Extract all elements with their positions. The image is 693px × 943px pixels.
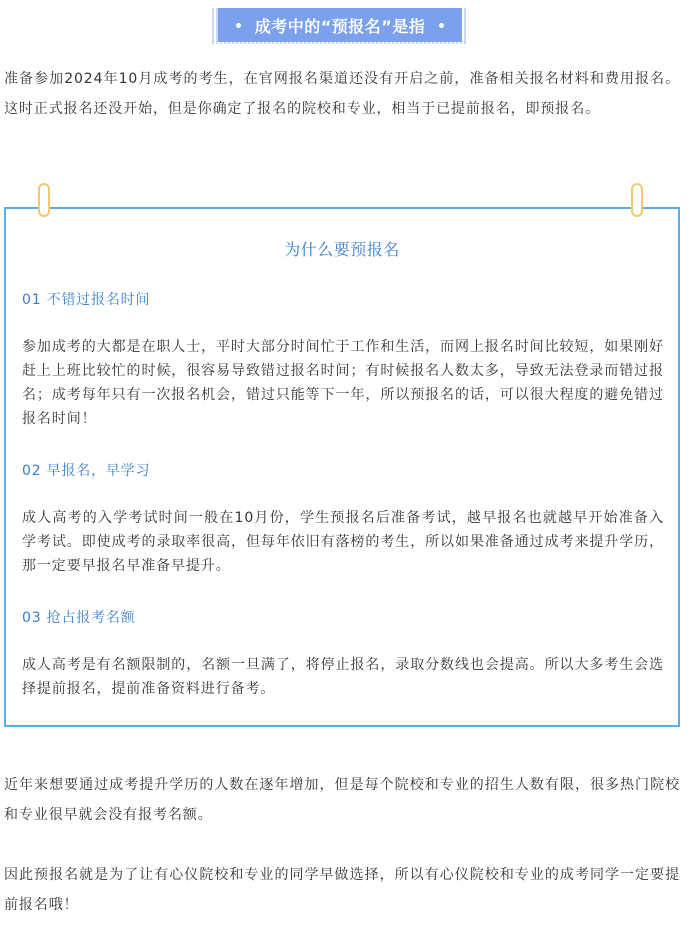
section-body-2: 成人高考的入学考试时间一般在10月份，学生预报名后准备考试，越早报名也就越早开始准备入学考试。即使成考的录取率很高，但每年依旧有落榜的考生，所以如果准备通过成考来提升学历，那一定要早报名早准备早提升。 (22, 510, 664, 574)
section-heading-3: 03 抢占报考名额 (22, 610, 136, 626)
banner-box (218, 8, 462, 42)
binder-ring-icon (631, 183, 643, 217)
intro-paragraph: 准备参加2024年10月成考的考生，在官网报名渠道还没有开启之前，准备相关报名材料和费用报名。这时正式报名还没开始，但是你确定了报名的院校和专业，相当于已提前报名，即预报名。 (4, 71, 680, 117)
section-body-1: 参加成考的大都是在职人士，平时大部分时间忙于工作和生活，而网上报名时间比较短，如果刚好赶上上班比较忙的时候，很容易导致错过报名时间；有时候报名人数太多，导致无法登录而错过报名；成考每年只有一次报名机会，错过只能等下一年，所以预报名的话，可以很大程度的避免错过报名时间！ (22, 339, 664, 427)
binder-ring-icon (38, 183, 50, 217)
card-title: 为什么要预报名 (284, 240, 400, 259)
closing-paragraph-2: 因此预报名就是为了让有心仪院校和专业的同学早做选择，所以有心仪院校和专业的成考同学一定要提前报名哦！ (4, 867, 680, 913)
bullet-dot-icon (236, 23, 241, 28)
info-card (4, 207, 680, 727)
bullet-dot-icon (439, 23, 444, 28)
closing-paragraph-1: 近年来想要通过成考提升学历的人数在逐年增加，但是每个院校和专业的招生人数有限，很多热门院校和专业很早就会没有报考名额。 (4, 777, 680, 823)
title-banner (212, 8, 468, 44)
section-heading-1: 01 不错过报名时间 (22, 292, 151, 308)
section-heading-2: 02 早报名，早学习 (22, 463, 151, 479)
page-title: 成考中的“预报名”是指 (254, 16, 426, 36)
section-body-3: 成人高考是有名额限制的，名额一旦满了，将停止报名，录取分数线也会提高。所以大多考生会选择提前报名，提前准备资料进行备考。 (22, 657, 664, 697)
